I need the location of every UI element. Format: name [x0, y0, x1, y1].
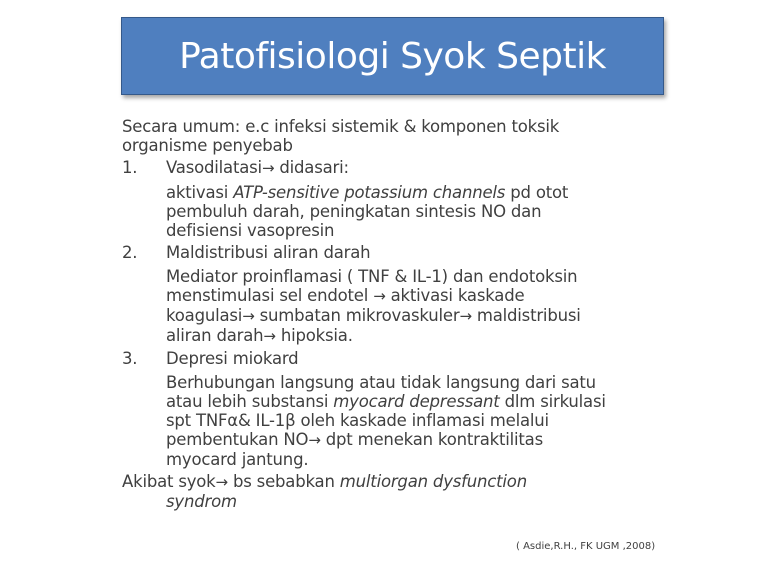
arrow-right-icon: →: [459, 307, 472, 325]
item-1-heading-text: Vasodilatasi: [166, 158, 262, 177]
conclusion-italic-2: syndrom: [166, 492, 237, 511]
intro-line-1: Secara umum: e.c infeksi sistemik & komponen toksik: [122, 117, 560, 136]
arrow-right-icon: →: [215, 473, 228, 491]
item-2-desc-text-5: maldistribusi: [471, 306, 581, 325]
slide-title: Patofisiologi Syok Septik: [179, 35, 606, 77]
item-3-desc-text-4: dpt menekan kontraktilitas: [320, 430, 543, 449]
conclusion-text: Akibat syok: [122, 472, 216, 491]
item-2-heading-text: Maldistribusi aliran darah: [166, 243, 371, 262]
list-item-2-heading: [122, 243, 642, 262]
arrow-right-icon: →: [373, 287, 386, 305]
item-2-desc-text-3: koagulasi: [166, 306, 243, 325]
arrow-right-icon: →: [308, 431, 321, 449]
item-2-desc-text-2: aktivasi kaskade: [385, 286, 525, 305]
item-1-desc-line-3: defisiensi vasopresin: [166, 221, 335, 240]
list-item-2-description: [122, 267, 642, 346]
citation: ( Asdie,R.H., FK UGM ,2008): [516, 541, 656, 552]
item-2-desc-text: menstimulasi sel endotel: [166, 286, 374, 305]
item-3-desc-line-1: Berhubungan langsung atau tidak langsung dari satu: [166, 373, 596, 392]
slide-body: [122, 117, 642, 511]
item-1-desc-line-2: pembuluh darah, peningkatan sintesis NO dan: [166, 202, 542, 221]
list-number-1: 1.: [122, 158, 138, 177]
item-3-heading-text: Depresi miokard: [166, 349, 299, 368]
intro-line-2: organisme penyebab: [122, 136, 293, 155]
list-item-3-heading: [122, 349, 642, 368]
arrow-right-icon: →: [263, 327, 276, 345]
list-number-2: 2.: [122, 243, 138, 262]
item-3-desc-text-2: dlm sirkulasi: [499, 392, 606, 411]
conclusion-line: [122, 472, 642, 492]
arrow-right-icon: →: [261, 159, 275, 177]
list-item-1-heading: [122, 158, 642, 178]
item-1-heading-text-2: didasari:: [274, 158, 349, 177]
conclusion-italic: multiorgan dysfunction: [339, 472, 527, 491]
list-item-1-description: [122, 183, 642, 240]
item-2-desc-text-4: sumbatan mikrovaskuler: [254, 306, 460, 325]
item-3-desc-line-5: myocard jantung.: [166, 450, 309, 469]
item-3-desc-line-3: spt TNFα& IL-1β oleh kaskade inflamasi melalui: [166, 411, 549, 430]
item-2-desc-text-7: hipoksia.: [275, 326, 353, 345]
item-3-desc-text: atau lebih substansi: [166, 392, 334, 411]
arrow-right-icon: →: [242, 307, 255, 325]
list-number-3: 3.: [122, 349, 138, 368]
item-2-desc-text-6: aliran darah: [166, 326, 264, 345]
item-1-desc-text: aktivasi: [166, 183, 234, 202]
item-2-desc-line-1: Mediator proinflamasi ( TNF & IL-1) dan endotoksin: [166, 267, 578, 286]
item-3-desc-text-3: pembentukan NO: [166, 430, 309, 449]
item-1-desc-text-2: pd otot: [505, 183, 569, 202]
conclusion-text-2: bs sebabkan: [227, 472, 340, 491]
title-box: [121, 17, 664, 95]
list-item-3-description: [122, 373, 642, 469]
item-3-desc-italic: myocard depressant: [333, 392, 500, 411]
item-1-desc-italic: ATP-sensitive potassium channels: [233, 183, 506, 202]
